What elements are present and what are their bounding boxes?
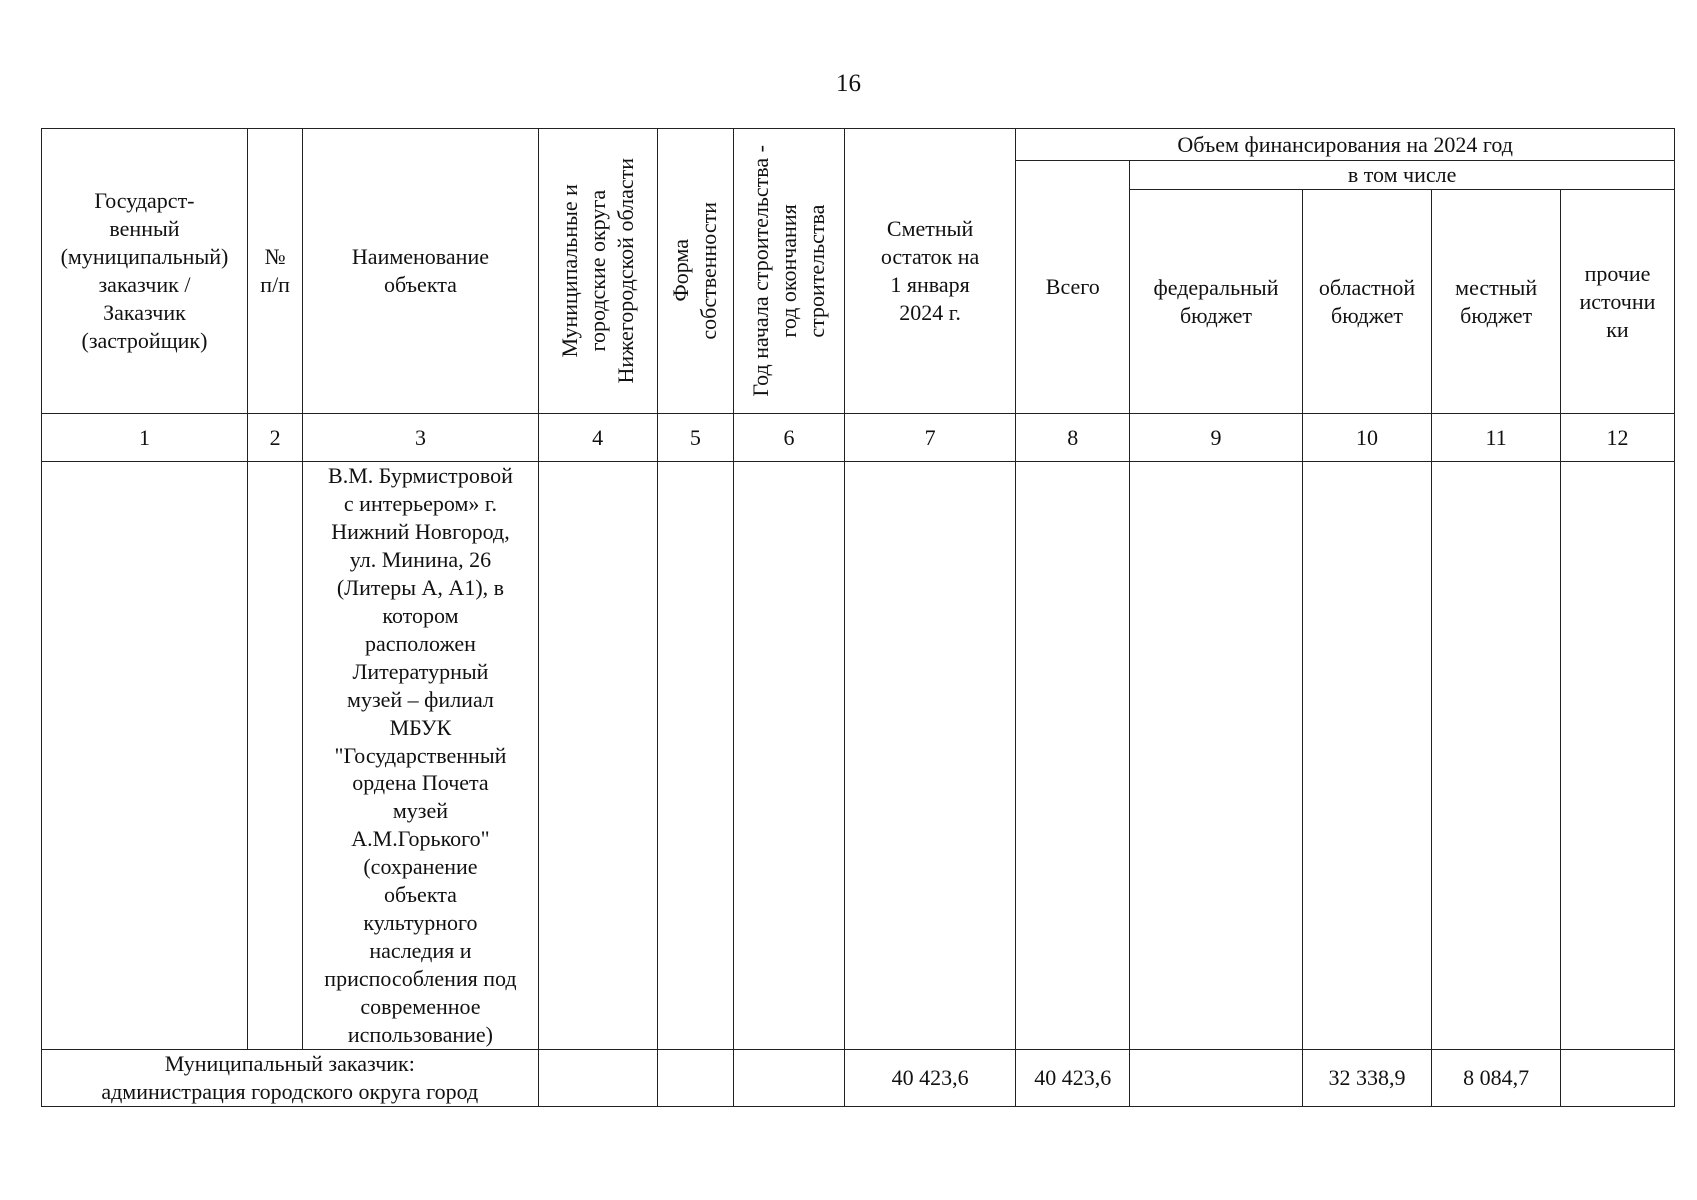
column-number: 3	[303, 414, 538, 462]
header-ownership-form-cell	[657, 129, 733, 414]
object-other-cell	[1560, 462, 1674, 1050]
total-district-cell	[538, 1050, 657, 1107]
object-ownership-cell	[657, 462, 733, 1050]
header-federal-budget: федеральный бюджет	[1130, 190, 1302, 414]
column-number: 10	[1302, 414, 1432, 462]
object-row	[42, 462, 1675, 1050]
financing-table	[41, 128, 1675, 1107]
column-number: 6	[734, 414, 845, 462]
total-local-budget: 8 084,7	[1432, 1050, 1561, 1107]
header-total: Всего	[1016, 161, 1130, 414]
header-construction-years-cell	[734, 129, 845, 414]
total-other-sources	[1560, 1050, 1674, 1107]
total-ownership-cell	[657, 1050, 733, 1107]
header-estimated-balance: Сметный остаток на 1 января 2024 г.	[844, 129, 1015, 414]
header-municipal-districts: Муниципальные и городские округа Нижегородской области	[556, 158, 638, 384]
object-local-cell	[1432, 462, 1561, 1050]
object-name: В.М. Бурмистровой с интерьером» г. Нижний Новгород, ул. Минина, 26 (Литеры А, А1), в котором расположен Литературный музей – филиал МБУК "Государственный ордена Почета музей А.М.Горького" (сохранение объекта культурного наследия и приспособления под современное использование)	[303, 462, 538, 1050]
total-federal-budget	[1130, 1050, 1302, 1107]
column-number: 1	[42, 414, 248, 462]
object-customer-cell	[42, 462, 248, 1050]
header-row-1	[42, 129, 1675, 161]
header-construction-years: Год начала строительства - год окончания строительства	[747, 145, 829, 397]
total-row-label: Муниципальный заказчик: администрация городского округа город	[42, 1050, 539, 1107]
object-estimated-balance-cell	[844, 462, 1015, 1050]
column-number: 8	[1016, 414, 1130, 462]
header-local-budget: местный бюджет	[1432, 190, 1561, 414]
total-years-cell	[734, 1050, 845, 1107]
header-object-name: Наименование объекта	[303, 129, 538, 414]
total-funding: 40 423,6	[1016, 1050, 1130, 1107]
header-other-sources: прочие источни ки	[1560, 190, 1674, 414]
header-funding-volume: Объем финансирования на 2024 год	[1016, 129, 1675, 161]
page-number: 16	[836, 70, 861, 97]
total-regional-budget: 32 338,9	[1302, 1050, 1432, 1107]
header-ownership-form: Форма собственности	[668, 202, 722, 340]
object-years-cell	[734, 462, 845, 1050]
column-number: 7	[844, 414, 1015, 462]
object-district-cell	[538, 462, 657, 1050]
column-number-row	[42, 414, 1675, 462]
object-total-cell	[1016, 462, 1130, 1050]
header-regional-budget: областной бюджет	[1302, 190, 1432, 414]
column-number: 2	[247, 414, 302, 462]
object-federal-cell	[1130, 462, 1302, 1050]
column-number: 11	[1432, 414, 1561, 462]
header-customer: Государст- венный (муниципальный) заказчик / Заказчик (застройщик)	[42, 129, 248, 414]
header-municipal-districts-cell	[538, 129, 657, 414]
object-row-number-cell	[247, 462, 302, 1050]
column-number: 5	[657, 414, 733, 462]
header-including: в том числе	[1130, 161, 1675, 190]
column-number: 9	[1130, 414, 1302, 462]
total-estimated-balance: 40 423,6	[844, 1050, 1015, 1107]
header-row-number: № п/п	[247, 129, 302, 414]
column-number: 12	[1560, 414, 1674, 462]
column-number: 4	[538, 414, 657, 462]
object-regional-cell	[1302, 462, 1432, 1050]
total-row	[42, 1050, 1675, 1107]
